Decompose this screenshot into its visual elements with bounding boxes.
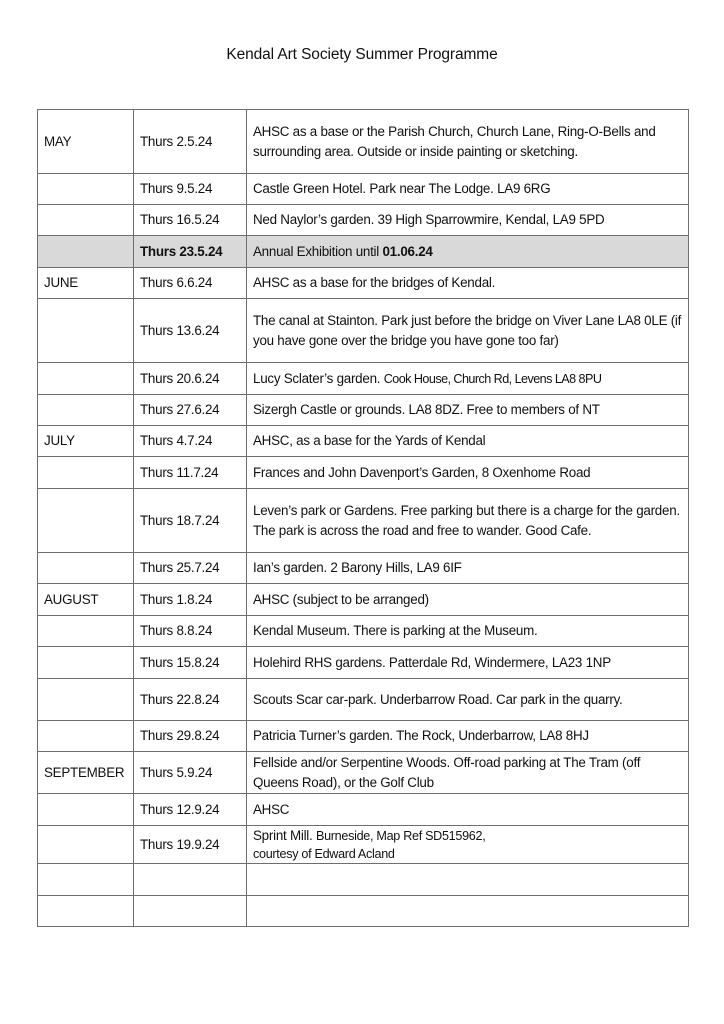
date-cell: Thurs 8.8.24 bbox=[134, 616, 247, 647]
description-cell: Holehird RHS gardens. Patterdale Rd, Windermere, LA23 1NP bbox=[247, 647, 689, 679]
date-cell: Thurs 2.5.24 bbox=[134, 110, 247, 174]
description-cell bbox=[247, 363, 689, 395]
table-row bbox=[38, 205, 689, 236]
month-cell bbox=[38, 679, 134, 721]
month-cell bbox=[38, 489, 134, 553]
date-cell: Thurs 22.8.24 bbox=[134, 679, 247, 721]
table-row bbox=[38, 299, 689, 363]
description-text: Lucy Sclater’s garden. bbox=[253, 370, 384, 386]
table-row bbox=[38, 752, 689, 794]
description-cell: Frances and John Davenport’s Garden, 8 Oxenhome Road bbox=[247, 457, 689, 489]
description-cell: Sizergh Castle or grounds. LA8 8DZ. Free to members of NT bbox=[247, 395, 689, 426]
date-cell: Thurs 27.6.24 bbox=[134, 395, 247, 426]
table-row bbox=[38, 616, 689, 647]
table-row bbox=[38, 174, 689, 205]
description-cell: AHSC, as a base for the Yards of Kendal bbox=[247, 426, 689, 457]
date-cell: Thurs 18.7.24 bbox=[134, 489, 247, 553]
date-cell bbox=[134, 896, 247, 927]
description-text: Annual Exhibition until bbox=[253, 243, 383, 259]
date-cell: Thurs 9.5.24 bbox=[134, 174, 247, 205]
month-cell bbox=[38, 299, 134, 363]
table-row bbox=[38, 647, 689, 679]
month-cell bbox=[38, 174, 134, 205]
date-cell: Thurs 12.9.24 bbox=[134, 794, 247, 826]
table-row bbox=[38, 794, 689, 826]
empty-row bbox=[38, 896, 689, 927]
description-cell: Ned Naylor’s garden. 39 High Sparrowmire, Kendal, LA9 5PD bbox=[247, 205, 689, 236]
month-cell bbox=[38, 553, 134, 584]
description-cell: Ian’s garden. 2 Barony Hills, LA9 6IF bbox=[247, 553, 689, 584]
month-cell: SEPTEMBER bbox=[38, 752, 134, 794]
description-cell bbox=[247, 896, 689, 927]
table-row bbox=[38, 110, 689, 174]
date-cell: Thurs 13.6.24 bbox=[134, 299, 247, 363]
table-row bbox=[38, 679, 689, 721]
table-row bbox=[38, 363, 689, 395]
programme-table bbox=[37, 109, 689, 927]
month-cell bbox=[38, 395, 134, 426]
month-cell bbox=[38, 457, 134, 489]
month-cell: AUGUST bbox=[38, 584, 134, 616]
date-cell: Thurs 1.8.24 bbox=[134, 584, 247, 616]
table-row bbox=[38, 426, 689, 457]
table-row bbox=[38, 268, 689, 299]
description-cell: Patricia Turner’s garden. The Rock, Underbarrow, LA8 8HJ bbox=[247, 721, 689, 752]
month-cell: JULY bbox=[38, 426, 134, 457]
month-cell bbox=[38, 363, 134, 395]
month-cell bbox=[38, 616, 134, 647]
month-cell bbox=[38, 647, 134, 679]
table-row bbox=[38, 553, 689, 584]
exhibition-end-date: 01.06.24 bbox=[382, 243, 433, 259]
date-cell: Thurs 20.6.24 bbox=[134, 363, 247, 395]
table-row bbox=[38, 489, 689, 553]
description-cell: Leven’s park or Gardens. Free parking but there is a charge for the garden. The park is across the road and free to wander. Good Cafe. bbox=[247, 489, 689, 553]
description-cell: Scouts Scar car-park. Underbarrow Road. Car park in the quarry. bbox=[247, 679, 689, 721]
month-cell bbox=[38, 794, 134, 826]
date-cell: Thurs 4.7.24 bbox=[134, 426, 247, 457]
date-cell: Thurs 15.8.24 bbox=[134, 647, 247, 679]
date-cell: Thurs 6.6.24 bbox=[134, 268, 247, 299]
month-cell bbox=[38, 721, 134, 752]
description-text: Sprint Mill. bbox=[253, 827, 316, 843]
table-row bbox=[38, 826, 689, 864]
table-row bbox=[38, 584, 689, 616]
month-cell bbox=[38, 205, 134, 236]
month-cell bbox=[38, 864, 134, 896]
date-cell: Thurs 25.7.24 bbox=[134, 553, 247, 584]
month-cell: JUNE bbox=[38, 268, 134, 299]
description-cell bbox=[247, 236, 689, 268]
description-address: Cook House, Church Rd, Levens LA8 8PU bbox=[383, 371, 602, 386]
empty-row bbox=[38, 864, 689, 896]
table-row bbox=[38, 395, 689, 426]
date-cell bbox=[134, 864, 247, 896]
description-cell: Kendal Museum. There is parking at the Museum. bbox=[247, 616, 689, 647]
month-cell bbox=[38, 826, 134, 864]
description-cell: Fellside and/or Serpentine Woods. Off-road parking at The Tram (off Queens Road), or the Golf Club bbox=[247, 752, 689, 794]
month-cell: MAY bbox=[38, 110, 134, 174]
date-cell: Thurs 16.5.24 bbox=[134, 205, 247, 236]
description-cell: The canal at Stainton. Park just before the bridge on Viver Lane LA8 0LE (if you have gone over the bridge you have gone too far) bbox=[247, 299, 689, 363]
month-cell bbox=[38, 236, 134, 268]
document-title: Kendal Art Society Summer Programme bbox=[226, 46, 498, 63]
description-cell: AHSC as a base for the bridges of Kendal. bbox=[247, 268, 689, 299]
description-cell: AHSC (subject to be arranged) bbox=[247, 584, 689, 616]
month-cell bbox=[38, 896, 134, 927]
table-row bbox=[38, 721, 689, 752]
description-cell: AHSC bbox=[247, 794, 689, 826]
description-cell bbox=[247, 826, 689, 864]
date-cell: Thurs 11.7.24 bbox=[134, 457, 247, 489]
description-line-1: Burneside, Map Ref SD515962, bbox=[315, 828, 486, 843]
description-cell: AHSC as a base or the Parish Church, Church Lane, Ring-O-Bells and surrounding area. Outside or inside painting or sketching. bbox=[247, 110, 689, 174]
exhibition-row bbox=[38, 236, 689, 268]
date-cell: Thurs 23.5.24 bbox=[134, 236, 247, 268]
date-cell: Thurs 29.8.24 bbox=[134, 721, 247, 752]
date-cell: Thurs 19.9.24 bbox=[134, 826, 247, 864]
description-cell: Castle Green Hotel. Park near The Lodge. LA9 6RG bbox=[247, 174, 689, 205]
description-cell bbox=[247, 864, 689, 896]
date-cell: Thurs 5.9.24 bbox=[134, 752, 247, 794]
table-row bbox=[38, 457, 689, 489]
description-line-2: courtesy of Edward Acland bbox=[253, 846, 395, 861]
